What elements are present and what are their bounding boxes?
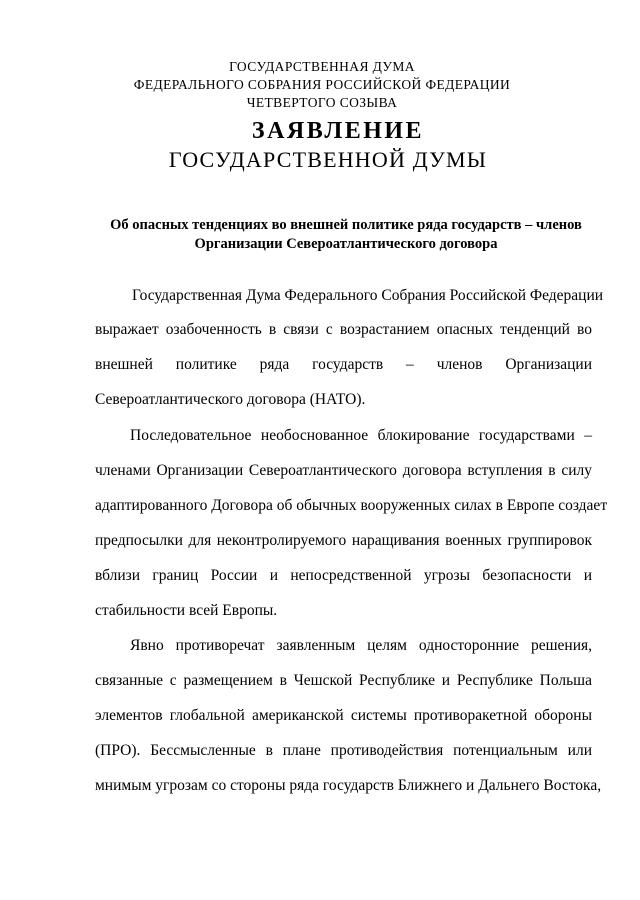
header-assembly: ФЕДЕРАЛЬНОГО СОБРАНИЯ РОССИЙСКОЙ ФЕДЕРАЦИИ bbox=[133, 77, 511, 92]
body-line: внешней политике ряда государств – членов Организации bbox=[95, 356, 592, 373]
body-line: Последовательное необоснованное блокирование государствами – bbox=[130, 427, 592, 444]
body-line: предпосылки для неконтролируемого наращивания военных группировок bbox=[95, 532, 592, 549]
body-line: связанные с размещением в Чешской Республике и Республике Польша bbox=[95, 672, 592, 689]
header-convocation: ЧЕТВЕРТОГО СОЗЫВА bbox=[246, 95, 398, 110]
body-line: элементов глобальной американской системы противоракетной обороны bbox=[95, 707, 592, 724]
body-line: выражает озабоченность в связи с возрастанием опасных тенденций во bbox=[95, 321, 592, 338]
body-line: вблизи границ России и непосредственной угрозы безопасности и bbox=[95, 567, 592, 584]
subject-line-2: Организации Североатлантического договора bbox=[194, 236, 498, 252]
subject-line-1: Об опасных тенденциях во внешней политике ряда государств – членов bbox=[110, 217, 582, 233]
body-line: Государственная Дума Федерального Собрания Российской Федерации bbox=[132, 287, 604, 304]
body-line: (ПРО). Бессмысленные в плане противодействия потенциальным или bbox=[95, 742, 592, 759]
body-line: Явно противоречат заявленным целям односторонние решения, bbox=[130, 637, 592, 654]
body-line: адаптированного Договора об обычных вооруженных силах в Европе создает bbox=[95, 497, 608, 514]
document-subtitle: ГОСУДАРСТВЕННОЙ ДУМЫ bbox=[168, 147, 488, 172]
body-line: Североатлантического договора (НАТО). bbox=[95, 391, 366, 408]
document-title: ЗАЯВЛЕНИЕ bbox=[251, 118, 425, 144]
body-line: стабильности всей Европы. bbox=[95, 602, 278, 619]
body-line: мнимым угрозам со стороны ряда государств Ближнего и Дальнего Востока, bbox=[95, 777, 602, 794]
header-organization: ГОСУДАРСТВЕННАЯ ДУМА bbox=[229, 59, 415, 74]
body-line: членами Организации Североатлантического договора вступления в силу bbox=[95, 462, 592, 479]
